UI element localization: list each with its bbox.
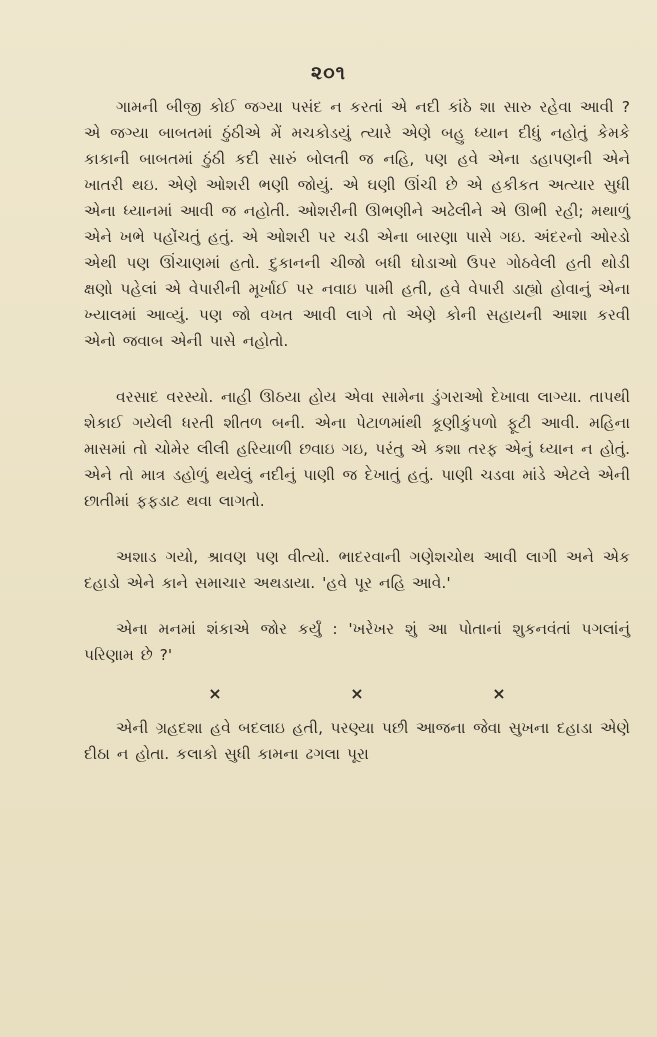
paragraph-2: વરસાદ વરસ્યો. નાહી ઊઠયા હોય એવા સામેના ડુંગરાઓ દેખાવા લાગ્યા. તાપથી શેકાઈ ગયેલી ધરતી શીતળ બની. એના પેટાળમાંથી કૂણીકુંપળો ફૂટી આવી. મહિના માસમાં તો ચોમેર લીલી હરિયાળી છવાઇ ગઇ, પરંતુ એ કશા તરફ એનું ધ્યાન ન હોતું. એને તો માત્ર ડહોળું થયેલું નદીનું પાણી જ દેખાતું હતું. પાણી ચડવા માંડે એટલે એની છાતીમાં ફફડાટ થવા લાગતો. <box>84 388 630 510</box>
paragraph-1: ગામની બીજી કોઈ જગ્યા પસંદ ન કરતાં એ નદી કાંઠે શા સારુ રહેવા આવી ? એ જગ્યા બાબતમાં ઠુંઠીએ મેં મચકોડયું ત્યારે એણે બહુ ધ્યાન દીધું નહોતું કેમકે કાકાની બાબતમાં ઠુંઠી કદી સારું બોલતી જ નહિ, પણ હવે એના ડહાપણની એને ખાતરી થઇ. એણે ઓશરી ભણી જોયું. એ ઘણી ઊંચી છે એ હકીકત અત્યાર સુધી એના ધ્યાનમાં આવી જ નહોતી. ઓશરીની ઊભણીને અઢેલીને એ ઊભી રહી; મથાળું એને ખભે પહોંચતું હતું. એ ઓશરી પર ચડી એના બારણા પાસે ગઇ. અંદરનો ઓરડો એથી પણ ઊંચાણમાં હતો. દુકાનની ચીજો બધી ઘોડાઓ ઉપર ગોઠવેલી હતી થોડી ક્ષણો પહેલાં એ વેપારીની મૂર્ખાઈ પર નવાઇ પામી હતી, હવે વેપારી ડાહ્યો હોવાનું એના ખ્યાલમાં આવ્યું. પણ જો વખત આવી લાગે તો એણે કોની સહાયની આશા કરવી એનો જવાબ એની પાસે નહોતો. <box>84 98 630 350</box>
page-body <box>84 86 630 767</box>
separator-mark: × <box>208 684 222 703</box>
paragraph-3: અશાડ ગયો, શ્રાવણ પણ વીત્યો. ભાદરવાની ગણેશચોથ આવી લાગી અને એક દહાડો એને કાને સમાચાર અથડાયા. 'હવે પૂર નહિ આવે.' <box>84 548 630 592</box>
section-separator <box>144 684 570 703</box>
separator-mark: × <box>350 684 364 703</box>
paragraph-4: એના મનમાં શંકાએ જોર કર્યું : 'ખરેખર શું આ પોતાનાં શુકનવંતાં પગલાંનું પરિણામ છે ?' <box>84 620 630 664</box>
separator-mark: × <box>492 684 506 703</box>
page-number: ૨૦૧ <box>311 62 346 84</box>
paragraph-5: એની ગ્રહદશા હવે બદલાઇ હતી, પરણ્યા પછી આજના જેવા સુખના દહાડા એણે દીઠા ન હોતા. કલાકો સુધી કામના ઢગલા પૂરા <box>84 719 630 763</box>
